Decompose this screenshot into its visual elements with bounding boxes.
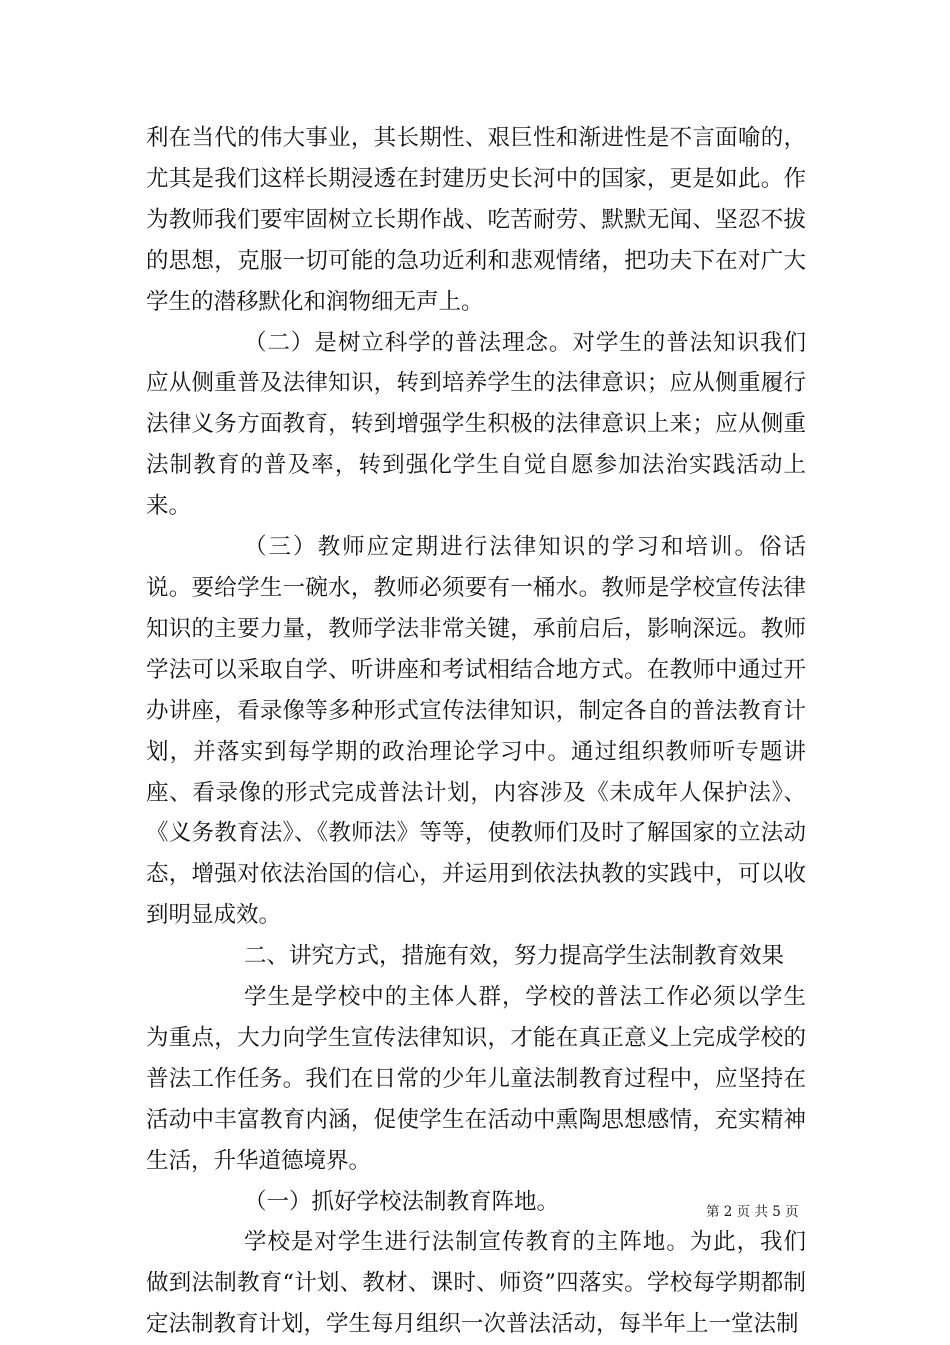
page-number-footer: 第 2 页 共 5 页 xyxy=(706,1204,799,1220)
paragraph-section-2: （二）是树立科学的普法理念。对学生的普法知识我们应从侧重普及法律知识，转到培养学生的法律意识；应从侧重履行法律义务方面教育，转到增强学生积极的法律意识上来；应从侧重法制教育的普及率，转到强化学生自觉自愿参加法治实践活动上来。 xyxy=(146,329,806,520)
paragraph-school-position: 学校是对学生进行法制宣传教育的主阵地。为此，我们做到法制教育“计划、教材、课时、师资”四落实。学校每学期都制定法制教育计划，学生每月组织一次普法活动，每半年上一堂法制 xyxy=(146,1229,806,1338)
paragraph-students: 学生是学校中的主体人群，学校的普法工作必须以学生为重点，大力向学生宣传法律知识，才能在真正意义上完成学校的普法工作任务。我们在日常的少年儿童法制教育过程中，应坚持在活动中丰富教育内涵，促使学生在活动中熏陶思想感情，充实精神生活，升华道德境界。 xyxy=(146,984,806,1174)
document-body xyxy=(146,118,806,1345)
section-heading: 二、讲究方式，措施有效，努力提高学生法制教育效果 xyxy=(244,943,785,970)
paragraph-section-3: （三）教师应定期进行法律知识的学习和培训。俗话说。要给学生一碗水，教师必须要有一桶水。教师是学校宣传法律知识的主要力量，教师学法非常关键，承前启后，影响深远。教师学法可以采取自学、听讲座和考试相结合地方式。在教师中通过开办讲座，看录像等多种形式宣传法律知识，制定各自的普法教育计划，并落实到每学期的政治理论学习中。通过组织教师听专题讲座、看录像的形式完成普法计划，内容涉及《未成年人保护法》、《义务教育法》、《教师法》等等，使教师们及时了解国家的立法动态，增强对依法治国的信心，并运用到依法执教的实践中，可以收到明显成效。 xyxy=(146,534,806,929)
paragraph-continuation: 利在当代的伟大事业，其长期性、艰巨性和渐进性是不言面喻的，尤其是我们这样长期浸透在封建历史长河中的国家，更是如此。作为教师我们要牢固树立长期作战、吃苦耐劳、默默无闻、坚忍不拔的思想，克服一切可能的急功近利和悲观情绪，把功夫下在对广大学生的潜移默化和润物细无声上。 xyxy=(146,125,806,315)
subsection-heading: （一）抓好学校法制教育阵地。 xyxy=(244,1188,560,1215)
